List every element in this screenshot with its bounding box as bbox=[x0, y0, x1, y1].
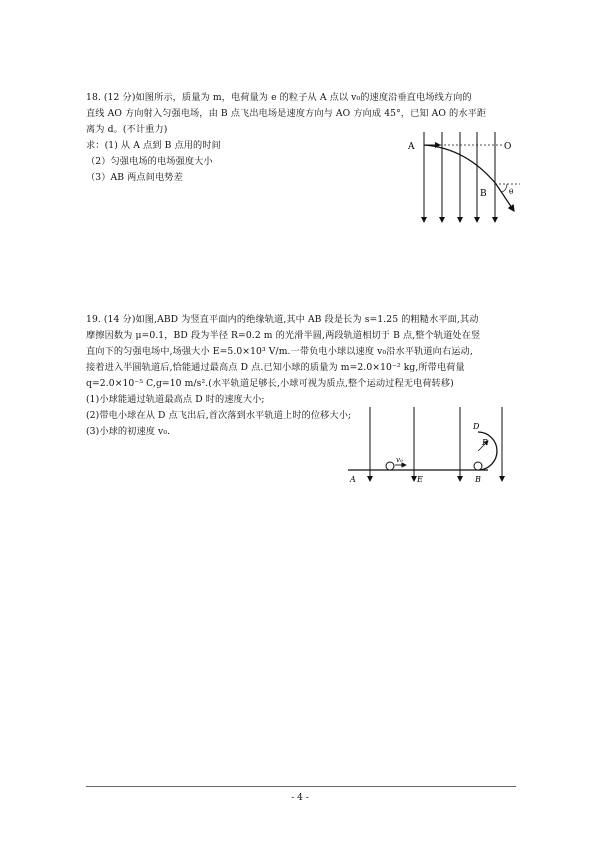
q18-line: 离为 d。(不计重力) bbox=[86, 124, 168, 135]
point-a-label: A bbox=[408, 142, 415, 152]
q19-line: (3)小球的初速度 v₀. bbox=[86, 426, 171, 437]
q18-electric-field-figure bbox=[404, 132, 522, 228]
v0-label: v₀ bbox=[396, 456, 403, 464]
ball bbox=[386, 462, 394, 470]
q19-line: 接着进入半圆轨道后,恰能通过最高点 D 点.已知小球的质量为 m=2.0×10⁻² kg,所带电荷量 bbox=[86, 362, 465, 373]
ball-at-b bbox=[474, 462, 482, 470]
q19-line: 直向下的匀强电场中,场强大小 E=5.0×10³ V/m.一带负电小球以速度 v₀沿水平轨道向右运动, bbox=[86, 346, 473, 357]
q19-line: q=2.0×10⁻⁵ C,g=10 m/s².(水平轨道足够长,小球可视为质点,整个运动过程无电荷转移) bbox=[86, 378, 454, 389]
point-b-label: B bbox=[480, 189, 487, 199]
q18-line: 18. (12 分)如图所示，质量为 m，电荷量为 e 的粒子从 A 点以 v₀的速度沿垂直电场线方向的 bbox=[86, 92, 472, 103]
theta-label: θ bbox=[509, 188, 514, 196]
q19-line: (1)小球能通过轨道最高点 D 时的速度大小; bbox=[86, 394, 265, 405]
q19-track-figure bbox=[348, 405, 520, 487]
footer-divider bbox=[86, 786, 516, 787]
q18-line: （3）AB 两点间电势差 bbox=[86, 172, 183, 183]
q19-line: 摩擦因数为 μ=0.1，BD 段为半径 R=0.2 m 的光滑半圆,两段轨道相切于 B 点,整个轨道处在竖 bbox=[86, 330, 481, 341]
particle-trajectory bbox=[424, 145, 514, 211]
point-d-label: D bbox=[473, 422, 480, 431]
point-a-label: A bbox=[350, 475, 356, 484]
q19-line: 19. (14 分)如图,ABD 为竖直平面内的绝缘轨道,其中 AB 段是长为 s=1.25 的粗糙水平面,其动 bbox=[86, 314, 479, 325]
radius-label: R bbox=[482, 438, 489, 447]
angle-arc bbox=[502, 184, 507, 192]
field-e-label: E bbox=[417, 475, 423, 484]
q18-line: 求：(1) 从 A 点到 B 点用的时间 bbox=[86, 140, 221, 151]
point-b-label: B bbox=[475, 475, 481, 484]
q18-line: 直线 AO 方向射入匀强电场，由 B 点飞出电场是速度方向与 AO 方向成 45°，已知 AO 的水平距 bbox=[86, 108, 487, 119]
point-o-label: O bbox=[504, 142, 512, 152]
q19-line: (2)带电小球在从 D 点飞出后,首次落到水平轨道上时的位移大小; bbox=[86, 410, 352, 421]
q18-line: （2）匀强电场的电场强度大小 bbox=[86, 156, 213, 167]
page-number: - 4 - bbox=[291, 793, 309, 803]
